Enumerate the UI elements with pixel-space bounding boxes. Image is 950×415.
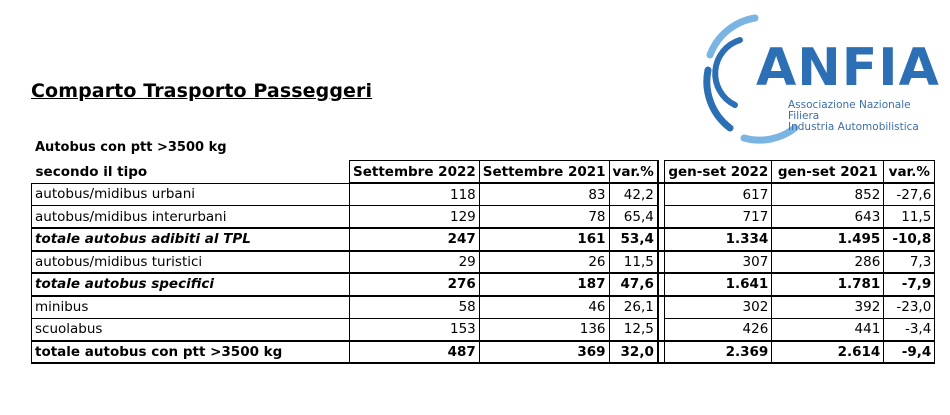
- table-cell: 29: [350, 251, 480, 274]
- logo-subtitle-line1: Associazione Nazionale: [788, 99, 911, 111]
- table-row: [32, 251, 935, 274]
- column-gap: [658, 273, 665, 296]
- table-cell: 161: [479, 228, 609, 251]
- table-cell: 136: [479, 318, 609, 341]
- corner-label: secondo il tipo: [35, 163, 148, 180]
- column-header: var.%: [609, 161, 658, 184]
- column-header: gen-set 2022: [665, 161, 772, 184]
- table-cell: 2.614: [772, 341, 884, 364]
- column-gap: [658, 206, 665, 229]
- column-header: gen-set 2021: [772, 161, 884, 184]
- table-cell: 12,5: [609, 318, 658, 341]
- table-cell: 26,1: [609, 296, 658, 319]
- table-cell: 2.369: [665, 341, 772, 364]
- table-total-row: [32, 228, 935, 251]
- table-grand-total-row: [32, 341, 935, 364]
- table-row: [32, 183, 935, 206]
- logo-subtitle-line2: Filiera: [788, 110, 820, 122]
- table-header-row: [32, 161, 935, 184]
- logo-brand-text: ANFIA: [756, 38, 940, 98]
- table-cell: 643: [772, 206, 884, 229]
- column-gap: [658, 341, 665, 364]
- table-cell: 78: [479, 206, 609, 229]
- table-cell: -7,9: [884, 273, 935, 296]
- row-label: totale autobus specifici: [32, 273, 350, 296]
- table-cell: 187: [479, 273, 609, 296]
- page-title: Comparto Trasporto Passeggeri: [31, 80, 373, 102]
- table-cell: 286: [772, 251, 884, 274]
- table-caption: Autobus con ptt >3500 kg: [35, 140, 227, 155]
- table-cell: -27,6: [884, 183, 935, 206]
- table-row: [32, 296, 935, 319]
- anfia-logo: [700, 10, 950, 145]
- table-cell: 118: [350, 183, 480, 206]
- table-total-row: [32, 273, 935, 296]
- table-cell: -10,8: [884, 228, 935, 251]
- table-cell: 426: [665, 318, 772, 341]
- table-cell: 58: [350, 296, 480, 319]
- table-cell: -9,4: [884, 341, 935, 364]
- table-cell: 717: [665, 206, 772, 229]
- row-label: autobus/midibus urbani: [32, 183, 350, 206]
- table-row: [32, 206, 935, 229]
- column-gap: [658, 318, 665, 341]
- row-label: minibus: [32, 296, 350, 319]
- table-cell: 1.495: [772, 228, 884, 251]
- column-header: Settembre 2021: [479, 161, 609, 184]
- table-cell: 32,0: [609, 341, 658, 364]
- table-cell: 302: [665, 296, 772, 319]
- table-cell: 1.781: [772, 273, 884, 296]
- column-gap: [658, 228, 665, 251]
- row-label: totale autobus adibiti al TPL: [32, 228, 350, 251]
- table-cell: -23,0: [884, 296, 935, 319]
- table-cell: 7,3: [884, 251, 935, 274]
- row-label: autobus/midibus turistici: [32, 251, 350, 274]
- table-cell: 1.334: [665, 228, 772, 251]
- table-cell: 1.641: [665, 273, 772, 296]
- table-cell: 153: [350, 318, 480, 341]
- table-cell: 247: [350, 228, 480, 251]
- row-label: totale autobus con ptt >3500 kg: [32, 341, 350, 364]
- table-cell: 11,5: [884, 206, 935, 229]
- table-cell: 369: [479, 341, 609, 364]
- column-gap: [658, 251, 665, 274]
- table-cell: 53,4: [609, 228, 658, 251]
- table-cell: -3,4: [884, 318, 935, 341]
- table-cell: 441: [772, 318, 884, 341]
- row-label: autobus/midibus interurbani: [32, 206, 350, 229]
- table-cell: 852: [772, 183, 884, 206]
- column-gap: [658, 296, 665, 319]
- table-cell: 487: [350, 341, 480, 364]
- column-gap: [658, 183, 665, 206]
- table-cell: 307: [665, 251, 772, 274]
- logo-subtitle-line3: Industria Automobilistica: [788, 121, 919, 133]
- column-gap: [658, 161, 665, 184]
- table-cell: 42,2: [609, 183, 658, 206]
- table-cell: 47,6: [609, 273, 658, 296]
- column-header: var.%: [884, 161, 935, 184]
- table-row: [32, 318, 935, 341]
- data-table: [31, 160, 935, 364]
- table-cell: 276: [350, 273, 480, 296]
- table-cell: 617: [665, 183, 772, 206]
- table-cell: 26: [479, 251, 609, 274]
- table-cell: 46: [479, 296, 609, 319]
- table-cell: 65,4: [609, 206, 658, 229]
- table-cell: 11,5: [609, 251, 658, 274]
- row-label: scuolabus: [32, 318, 350, 341]
- table-cell: 129: [350, 206, 480, 229]
- table-cell: 392: [772, 296, 884, 319]
- column-header: Settembre 2022: [350, 161, 480, 184]
- table-cell: 83: [479, 183, 609, 206]
